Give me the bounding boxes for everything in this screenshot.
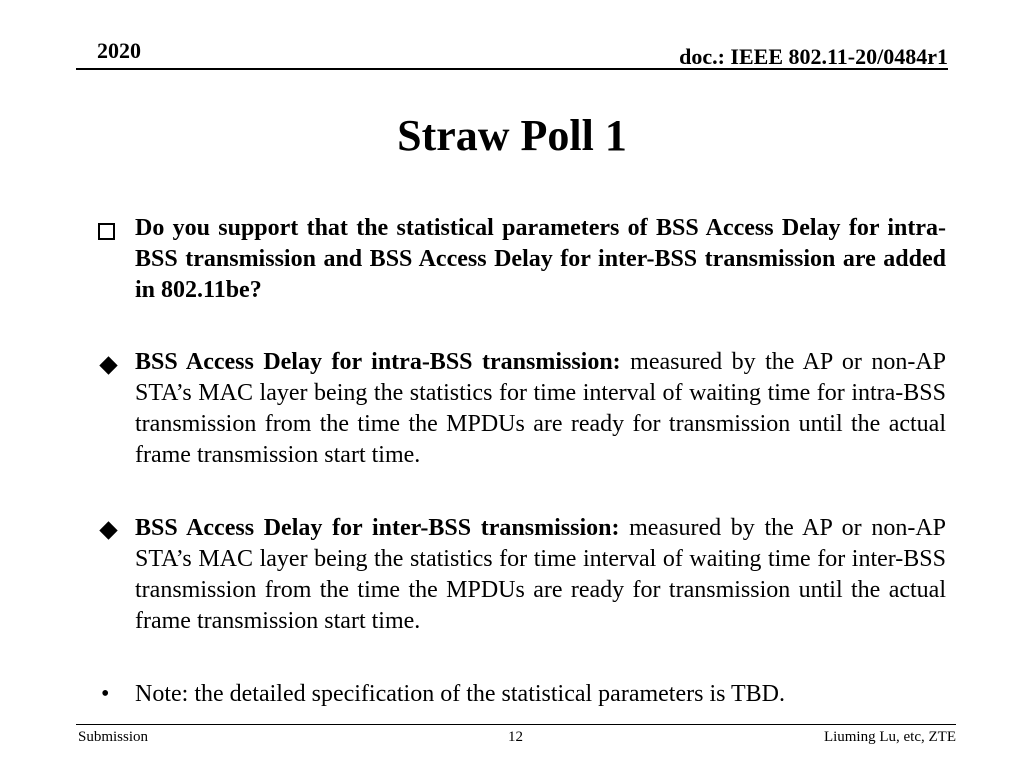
slide-title: Straw Poll 1: [397, 111, 627, 160]
definition-inter-bss: [135, 513, 946, 637]
footer-page-number: 12: [508, 729, 523, 745]
footer-submission: Submission: [78, 729, 149, 745]
definition-text: measured by the AP or non-AP STA’s MAC layer being the statistics for time interval of waiting time for inter-BSS transmission from the time the MPDUs are ready for transmission until the actual frame transmission start time.: [135, 515, 946, 634]
poll-question: Do you support that the statistical parameters of BSS Access Delay for intra-BSS transmission and BSS Access Delay for inter-BSS transmission are added in 802.11be?: [135, 215, 946, 303]
diamond-bullet-icon: [98, 516, 122, 540]
header-year: 2020: [97, 38, 141, 63]
checkbox-bullet-icon: [98, 218, 122, 242]
definition-term: BSS Access Delay for intra-BSS transmission:: [135, 349, 621, 375]
definition-intra-bss: [135, 347, 946, 471]
definition-term: BSS Access Delay for inter-BSS transmission:: [135, 515, 620, 541]
note-text: Note: the detailed specification of the statistical parameters is TBD.: [135, 681, 786, 707]
dot-bullet-icon: [98, 679, 122, 707]
footer-rule: [76, 724, 956, 725]
header-doc-id: doc.: IEEE 802.11-20/0484r1: [679, 44, 948, 69]
header-rule: [76, 68, 948, 70]
diamond-bullet-icon: [98, 351, 122, 375]
definition-text: measured by the AP or non-AP STA’s MAC layer being the statistics for time interval of waiting time for intra-BSS transmission from the time the MPDUs are ready for transmission until the actual frame transmission start time.: [135, 349, 947, 468]
note-bullet: •: [101, 681, 110, 707]
footer-author: Liuming Lu, etc, ZTE: [823, 729, 956, 745]
